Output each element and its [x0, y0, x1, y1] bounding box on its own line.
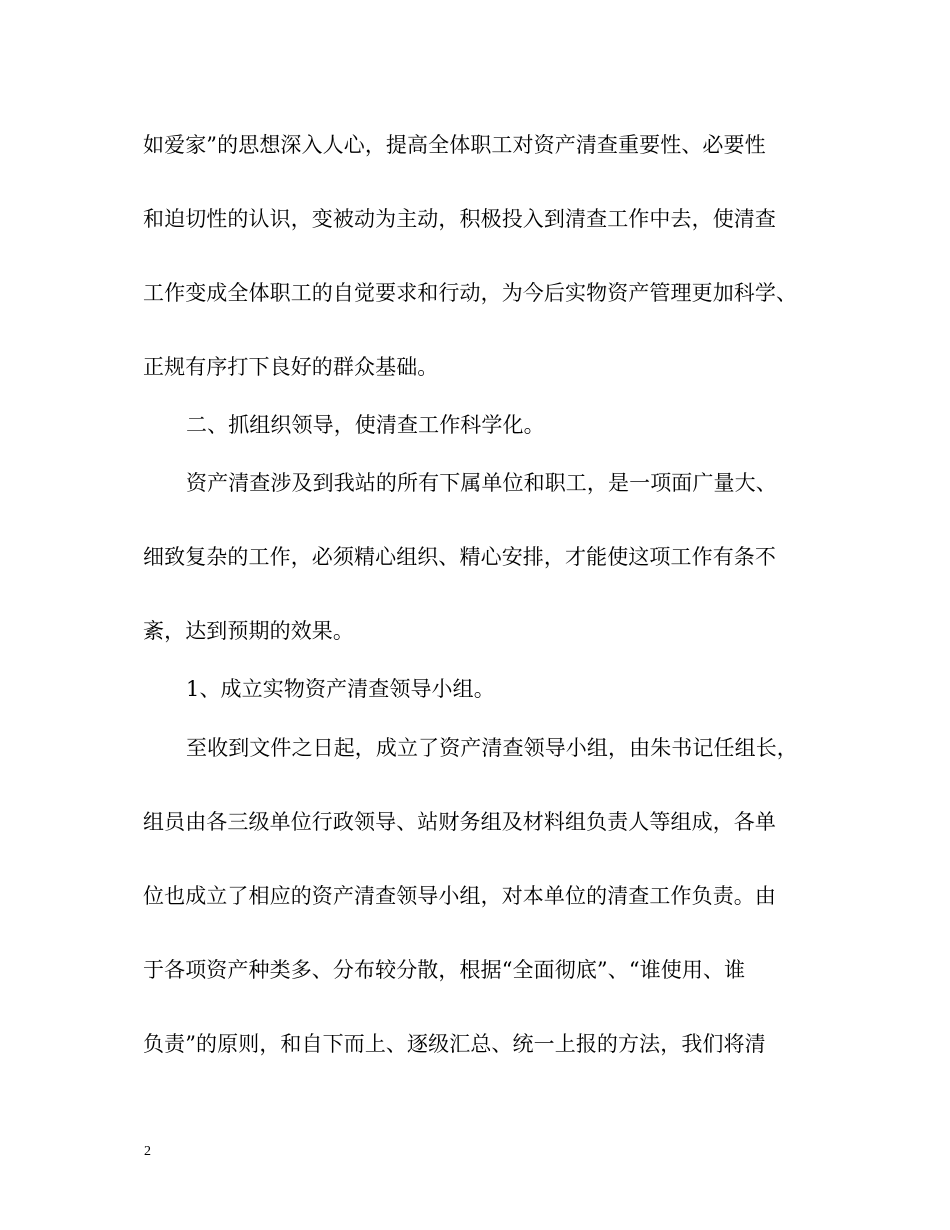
text-line: 细致复杂的工作，必须精心组织、精心安排，才能使这项工作有条不 [143, 545, 776, 569]
page-number: 2 [144, 1144, 151, 1159]
text-line: 于各项资产种类多、分布较分散，根据“全面彻底”、“谁使用、谁 [143, 958, 746, 982]
text-line: 紊，达到预期的效果。 [143, 619, 354, 643]
text-line: 负责”的原则，和自下而上、逐级汇总、统一上报的方法，我们将清 [143, 1032, 766, 1056]
text-line: 工作变成全体职工的自觉要求和行动，为今后实物资产管理更加科学、 [143, 281, 798, 305]
text-line: 和迫切性的认识，变被动为主动，积极投入到清查工作中去，使清查 [143, 207, 776, 231]
subsection-heading: 1、成立实物资产清查领导小组。 [186, 677, 495, 701]
text-line: 正规有序打下良好的群众基础。 [143, 355, 439, 379]
text-line: 至收到文件之日起，成立了资产清查领导小组，由朱书记任组长， [186, 736, 798, 760]
text-line: 资产清查涉及到我站的所有下属单位和职工，是一项面广量大、 [186, 471, 777, 495]
text-line: 如爱家”的思想深入人心，提高全体职工对资产清查重要性、必要性 [143, 133, 766, 157]
text-line: 位也成立了相应的资产清查领导小组，对本单位的清查工作负责。由 [143, 884, 776, 908]
text-line: 组员由各三级单位行政领导、站财务组及材料组负责人等组成，各单 [143, 810, 776, 834]
section-heading: 二、抓组织领导，使清查工作科学化。 [186, 413, 545, 437]
